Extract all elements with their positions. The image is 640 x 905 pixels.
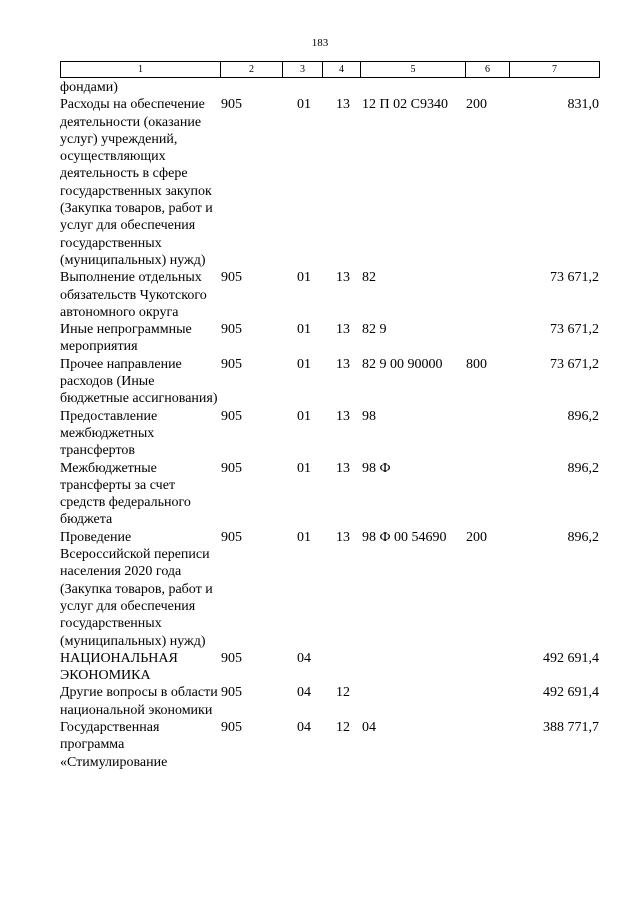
row-admin-code: 905 xyxy=(221,356,242,372)
row-expense-type: 200 xyxy=(466,529,487,545)
table-row xyxy=(60,408,599,460)
column-header: 3 xyxy=(283,62,323,78)
row-admin-code: 905 xyxy=(221,322,242,338)
row-target-article: 82 xyxy=(362,270,376,286)
row-target-article: 82 9 xyxy=(362,322,387,338)
row-target-article: 98 xyxy=(362,408,376,424)
row-target-article: 12 П 02 С9340 xyxy=(362,97,448,113)
row-name: Прочее направление расходов (Иные бюджетные ассигнования) xyxy=(60,356,218,407)
column-header: 2 xyxy=(221,62,283,78)
row-admin-code: 905 xyxy=(221,685,242,701)
row-section: 01 xyxy=(297,322,311,338)
row-name: Предоставление межбюджетных трансфертов xyxy=(60,408,158,459)
row-subsection: 12 xyxy=(336,719,350,735)
table-row xyxy=(60,356,599,408)
row-admin-code: 905 xyxy=(221,719,242,735)
row-name: Государственная программа «Стимулирование xyxy=(60,719,168,770)
row-admin-code: 905 xyxy=(221,529,242,545)
row-subsection: 13 xyxy=(336,408,350,424)
table-row xyxy=(60,96,599,269)
row-section: 04 xyxy=(297,719,311,735)
row-amount: 492 691,4 xyxy=(543,650,599,666)
budget-table xyxy=(60,79,599,771)
row-name: Выполнение отдельных обязательств Чукотского автономного округа xyxy=(60,270,207,320)
row-amount: 896,2 xyxy=(567,529,599,545)
table-row xyxy=(60,719,599,771)
column-header: 1 xyxy=(61,62,221,78)
row-expense-type xyxy=(466,269,510,321)
row-expense-type xyxy=(466,650,510,685)
row-admin-code: 905 xyxy=(221,460,242,476)
row-section: 04 xyxy=(297,685,311,701)
row-subsection: 13 xyxy=(336,356,350,372)
row-expense-type xyxy=(466,460,510,529)
row-admin-code: 905 xyxy=(221,270,242,286)
row-amount: 896,2 xyxy=(567,408,599,424)
row-name: Расходы на обеспечение деятельности (оказание услуг) учреждений, осуществляющих деятельность в сфере государственных закупок (Закупка товаров, работ и услуг для обеспечения государственных (муниципальных) нужд) xyxy=(60,97,213,268)
row-section: 01 xyxy=(297,408,311,424)
row-target-article xyxy=(362,79,466,96)
row-target-article: 82 9 00 90000 xyxy=(362,356,443,372)
row-subsection: 13 xyxy=(336,97,350,113)
row-subsection: 13 xyxy=(336,460,350,476)
row-subsection: 13 xyxy=(336,322,350,338)
row-target-article: 04 xyxy=(362,719,376,735)
row-name: Другие вопросы в области национальной экономики xyxy=(60,685,218,718)
column-header: 4 xyxy=(323,62,361,78)
row-amount: 492 691,4 xyxy=(543,685,599,701)
column-header: 5 xyxy=(361,62,466,78)
row-expense-type xyxy=(466,719,510,771)
row-section xyxy=(284,79,324,96)
row-amount xyxy=(510,79,599,96)
row-name: НАЦИОНАЛЬНАЯ ЭКОНОМИКА xyxy=(60,650,178,684)
table-row xyxy=(60,321,599,356)
column-header: 7 xyxy=(510,62,600,78)
row-admin-code: 905 xyxy=(221,408,242,424)
column-header-row xyxy=(61,62,600,78)
row-section: 01 xyxy=(297,529,311,545)
row-admin-code: 905 xyxy=(221,97,242,113)
table-row xyxy=(60,650,599,685)
row-target-article: 98 Ф 00 54690 xyxy=(362,529,447,545)
row-subsection xyxy=(324,79,362,96)
row-amount: 896,2 xyxy=(567,460,599,476)
row-subsection: 13 xyxy=(336,270,350,286)
row-name: Иные непрограммные мероприятия xyxy=(60,322,192,355)
row-subsection: 13 xyxy=(336,529,350,545)
row-target-article xyxy=(362,650,466,685)
row-name: Проведение Всероссийской переписи населения 2020 года (Закупка товаров, работ и услуг для обеспечения государственных (муниципальных) нужд) xyxy=(60,529,213,649)
row-name: Межбюджетные трансферты за счет средств федерального бюджета xyxy=(60,460,191,528)
row-target-article: 98 Ф xyxy=(362,460,391,476)
row-subsection xyxy=(324,650,362,685)
row-expense-type: 200 xyxy=(466,97,487,113)
row-admin-code: 905 xyxy=(221,650,242,666)
column-header-table xyxy=(60,61,600,78)
row-section: 01 xyxy=(297,97,311,113)
table-row xyxy=(60,79,599,96)
table-row xyxy=(60,529,599,650)
row-amount: 73 671,2 xyxy=(550,356,599,372)
row-expense-type: 800 xyxy=(466,356,487,372)
row-amount: 388 771,7 xyxy=(543,719,599,735)
row-amount: 73 671,2 xyxy=(550,322,599,338)
row-section: 01 xyxy=(297,356,311,372)
budget-table-body xyxy=(60,79,599,771)
row-expense-type xyxy=(466,408,510,460)
column-header: 6 xyxy=(466,62,510,78)
row-expense-type xyxy=(466,684,510,719)
row-name: фондами) xyxy=(60,80,118,95)
row-section: 01 xyxy=(297,270,311,286)
row-section: 01 xyxy=(297,460,311,476)
row-expense-type xyxy=(466,321,510,356)
row-subsection: 12 xyxy=(336,685,350,701)
row-target-article xyxy=(362,684,466,719)
row-amount: 831,0 xyxy=(567,97,599,113)
page-number: 183 xyxy=(311,37,329,49)
row-amount: 73 671,2 xyxy=(550,270,599,286)
table-row xyxy=(60,269,599,321)
row-admin-code xyxy=(221,79,284,96)
row-expense-type xyxy=(466,79,510,96)
row-section: 04 xyxy=(297,650,311,666)
table-row xyxy=(60,684,599,719)
table-row xyxy=(60,460,599,529)
